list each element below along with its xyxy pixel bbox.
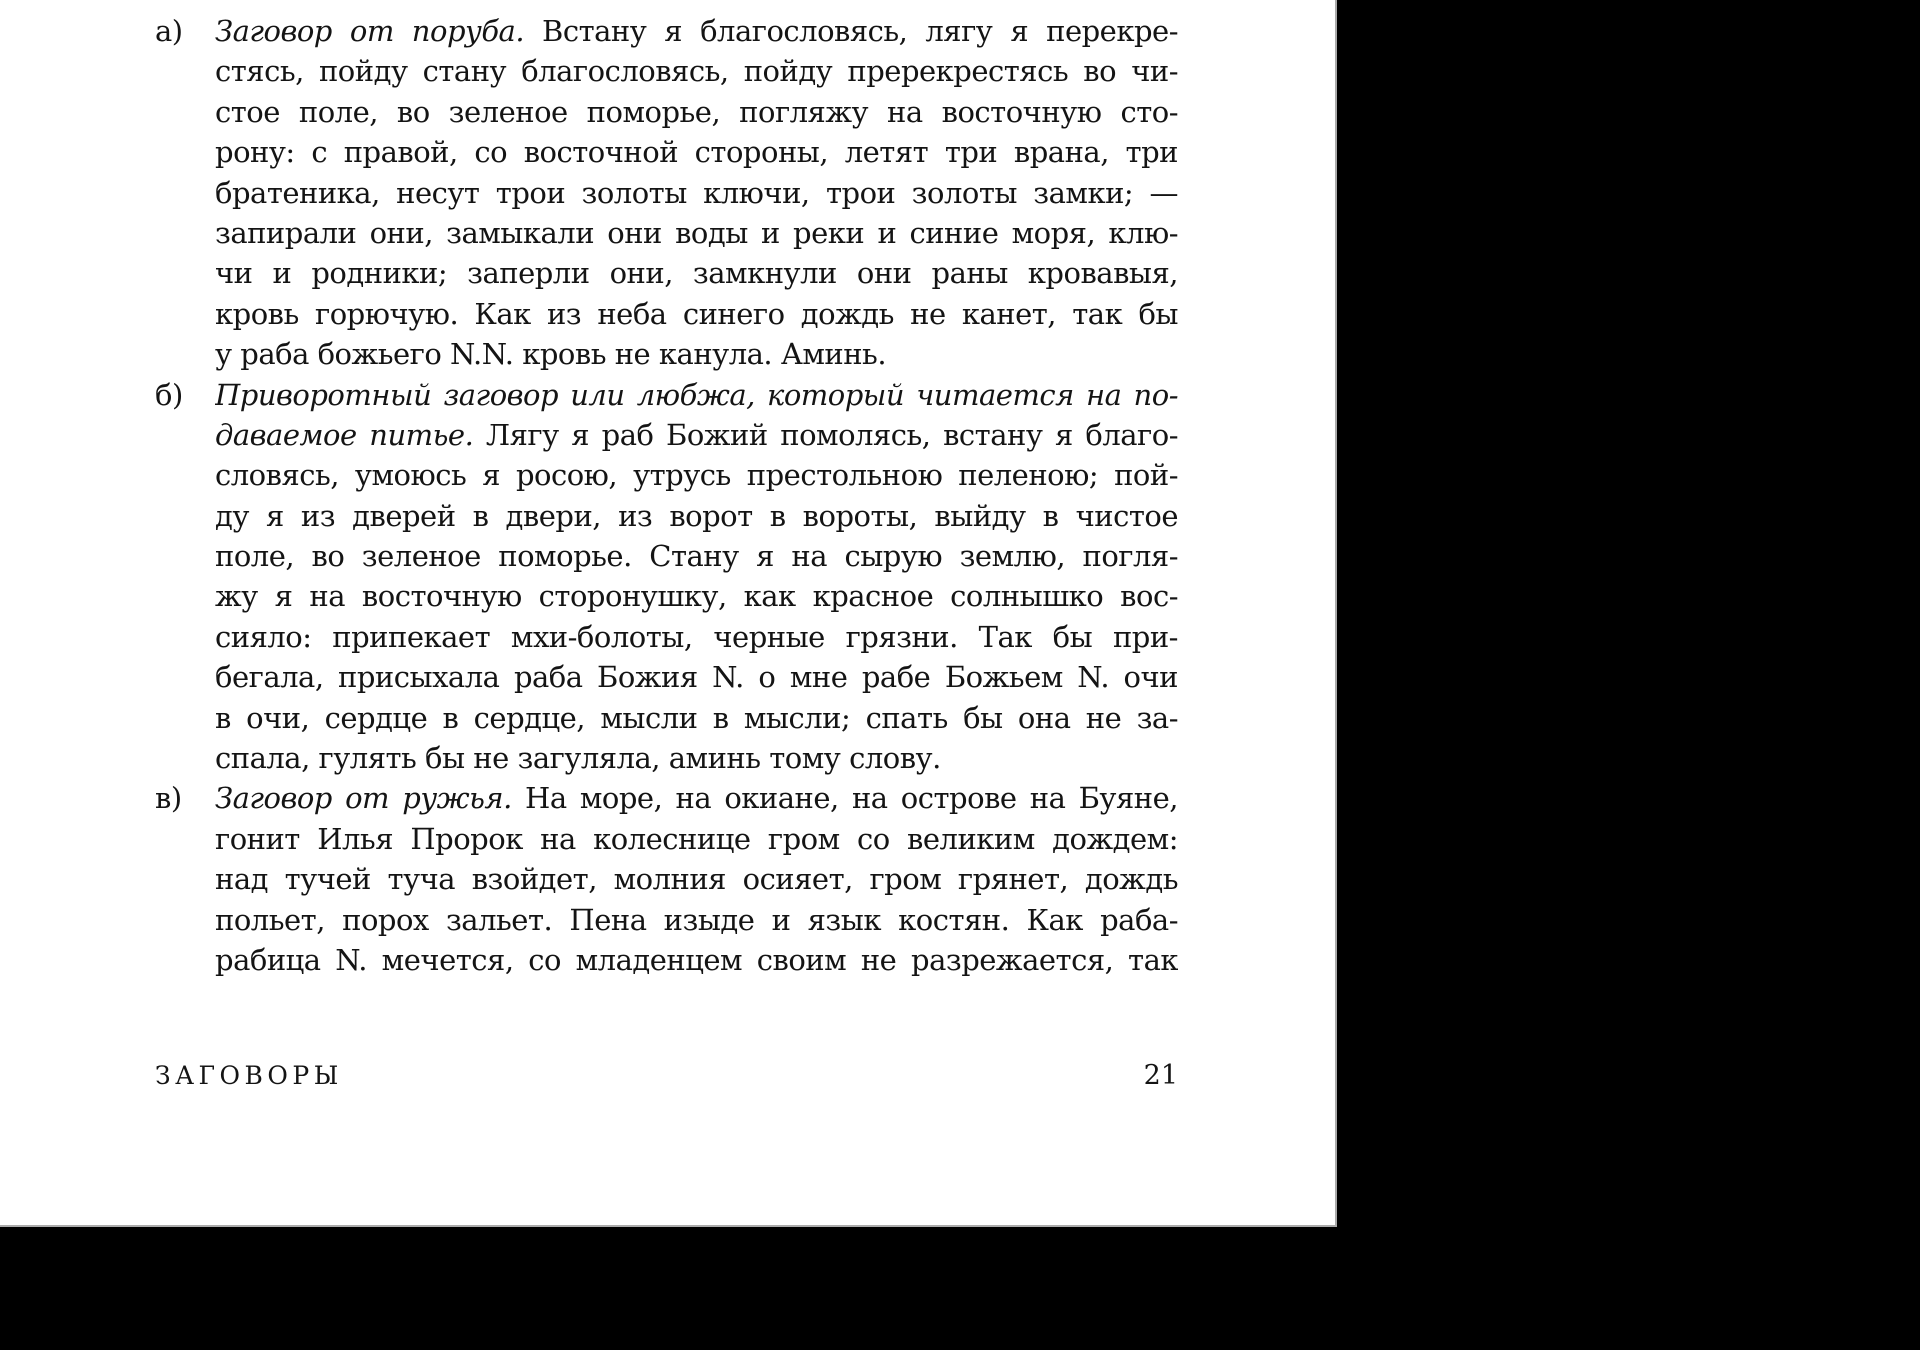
item-text	[215, 11, 1178, 375]
page-footer	[155, 1060, 1178, 1091]
text-line: в очи, сердце в сердце, мысли в мысли; спать бы она не за-	[215, 700, 1178, 735]
text-line: ду я из дверей в двери, из ворот в вороты, выйду в чистое	[215, 498, 1178, 533]
list-item-1	[155, 11, 1178, 375]
text-line: запирали они, замыкали они воды и реки и синие моря, клю-	[215, 215, 1178, 250]
text-line: рабица N. мечется, со младенцем своим не разрежается, так	[215, 942, 1178, 977]
item-label: в)	[155, 781, 182, 816]
list-item-3	[155, 778, 1178, 980]
letterbox-right	[1339, 0, 1920, 1229]
text-line: стясь, пойду стану благословясь, пойду пререкрестясь во чи-	[215, 54, 1178, 89]
text-line: гонит Илья Пророк на колеснице гром со великим дождем:	[215, 821, 1178, 856]
text-line: бегала, присыхала раба Божия N. о мне рабе Божьем N. очи	[215, 660, 1178, 695]
text-line: Заговор от поруба. Встану я благословясь, лягу я перекре-	[215, 14, 1178, 48]
text-line: кровь горючую. Как из неба синего дождь не канет, так бы	[215, 296, 1178, 331]
page-number: 21	[1143, 1060, 1178, 1091]
list-item-2	[155, 375, 1178, 779]
text-line: спала, гулять бы не загуляла, аминь тому слову.	[215, 741, 941, 776]
item-text	[215, 375, 1178, 779]
text-line: Заговор от ружья. На море, на окиане, на острове на Буяне,	[215, 781, 1178, 816]
text-line: польет, порох зальет. Пена изыде и язык костян. Как раба-	[215, 902, 1178, 937]
letterbox-bottom	[0, 1229, 1920, 1350]
text-line: сияло: припекает мхи-болоты, черные грязни. Так бы при-	[215, 619, 1178, 654]
item-text	[215, 778, 1178, 980]
text-line: поле, во зеленое поморье. Стану я на сырую землю, погля-	[215, 539, 1178, 574]
text-line: у раба божьего N.N. кровь не канула. Аминь.	[215, 337, 887, 372]
text-line: словясь, умоюсь я росою, утрусь престольною пеленою; пой-	[215, 458, 1178, 493]
incantation-list	[155, 11, 1178, 980]
item-label: а)	[155, 14, 183, 48]
text-line: над тучей туча взойдет, молния осияет, гром грянет, дождь	[215, 862, 1178, 897]
item-label: б)	[155, 377, 183, 412]
running-title: ЗАГОВОРЫ	[155, 1061, 343, 1090]
text-line: братеника, несут трои золоты ключи, трои золоты замки; —	[215, 175, 1178, 210]
text-line: даваемое питье. Лягу я раб Божий помолясь, встану я благо-	[215, 417, 1178, 452]
text-line: стое поле, во зеленое поморье, погляжу на восточную сто-	[215, 94, 1178, 129]
text-line: рону: с правой, со восточной стороны, летят три врана, три	[215, 135, 1178, 170]
text-line: чи и родники; заперли они, замкнули они раны кровавыя,	[215, 256, 1178, 291]
text-line: жу я на восточную сторонушку, как красное солнышко вос-	[215, 579, 1178, 614]
text-line: Приворотный заговор или любжа, который читается на по-	[215, 377, 1178, 412]
